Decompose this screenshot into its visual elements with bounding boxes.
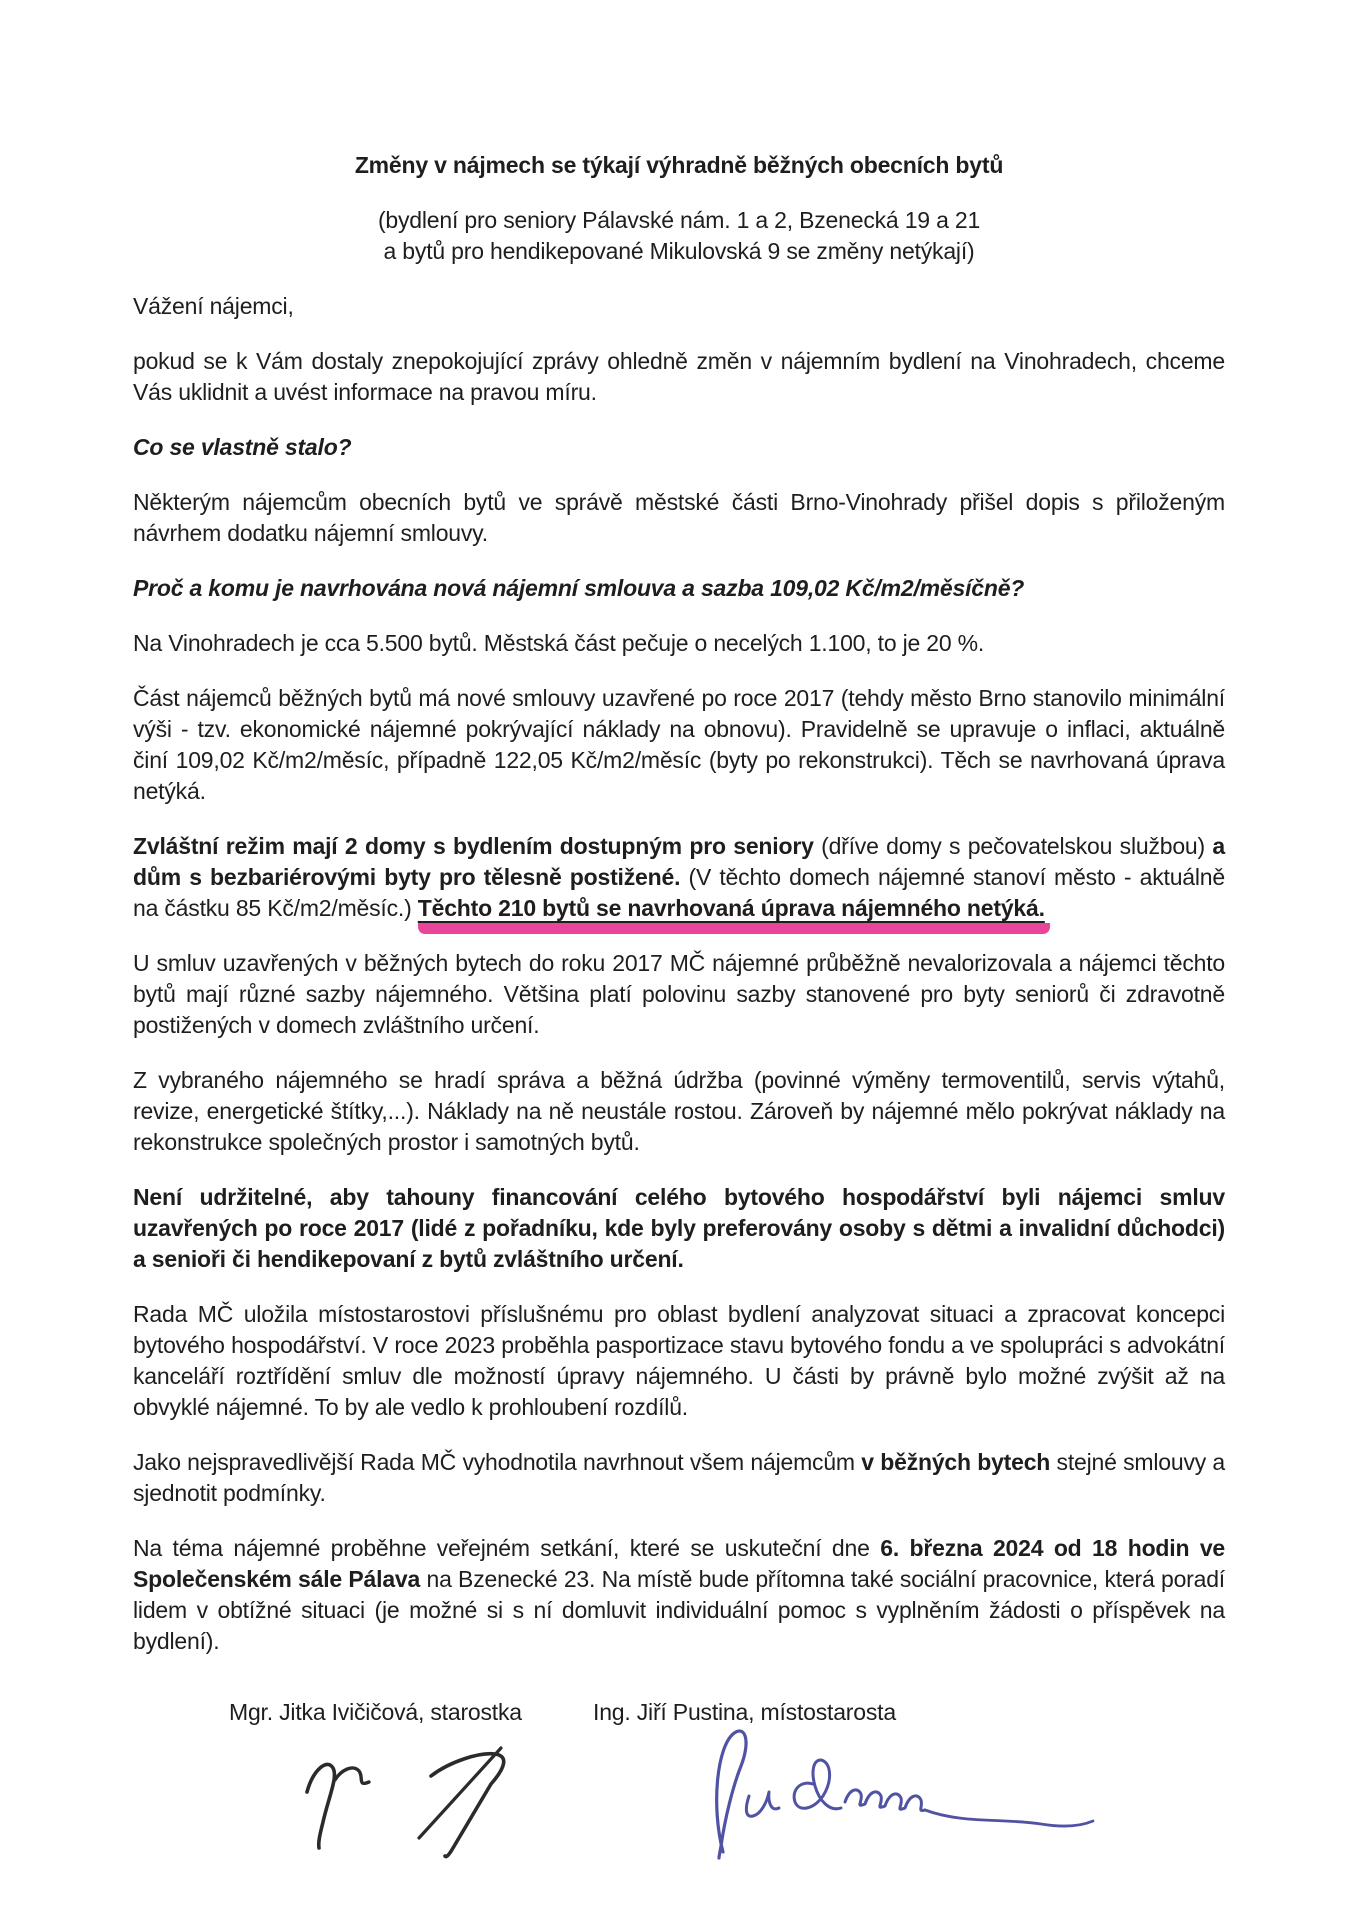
public-meeting-normal-2: na Bzenecké 23. Na místě bude přítomna také sociální pracovnice, která poradí lidem v obtížné situaci (je možné si s ní domluvit individuální pomoc s vyplněním žádosti o příspěvek na bydlení).: [133, 1566, 1225, 1654]
paragraph-letter-received: Některým nájemcům obecních bytů ve správě městské části Brno-Vinohrady přišel dopis s přiloženým návrhem dodatku nájemní smlouvy.: [133, 489, 1225, 546]
heading-what-happened: Co se vlastně stalo?: [133, 434, 352, 460]
paragraph-council-analysis: Rada MČ uložila místostarostovi příslušnému pro oblast bydlení analyzovat situaci a zpracovat koncepci bytového hospodářství. V roce 2023 proběhla pasportizace stavu bytového fondu a ve spolupráci s advokátní kanceláří roztřídění smluv dle možností úpravy nájemného. U části by právně bylo možné zvýšit až na obvyklé nájemné. To by ale vedlo k prohloubení rozdílů.: [133, 1301, 1225, 1420]
special-regime-normal-2: (V těchto domech nájemné stanoví město - aktuálně na částku 85 Kč/m2/měsíc.): [133, 864, 1225, 921]
paragraph-intro: pokud se k Vám dostaly znepokojující zprávy ohledně změn v nájemním bydlení na Vinohradech, chceme Vás uklidnit a uvést informace na pravou míru.: [133, 348, 1225, 405]
public-meeting-bold: 6. března 2024 od 18 hodin ve Společenském sále Pálava: [133, 1535, 1226, 1592]
special-regime-normal-1: (dříve domy s pečovatelskou službou): [821, 833, 1213, 859]
paragraph-flat-counts: Na Vinohradech je cca 5.500 bytů. Městská část pečuje o necelých 1.100, to je 20 %.: [133, 630, 985, 656]
handwritten-signature-deputy-mayor: [673, 1714, 1133, 1884]
fair-solution-normal-2: stejné smlouvy a sjednotit podmínky.: [133, 1449, 1226, 1506]
paragraph-public-meeting: [133, 1533, 1225, 1657]
subtitle-line-1: (bydlení pro seniory Pálavské nám. 1 a 2, Bzenecká 19 a 21: [377, 207, 981, 233]
salutation: Vážení nájemci,: [133, 293, 294, 319]
signer-name-mayor: Mgr. Jitka Ivičičová, starostka: [229, 1699, 522, 1725]
paragraph-maintenance-costs: Z vybraného nájemného se hradí správa a běžná údržba (povinné výměny termoventilů, servis výtahů, revize, energetické štítky,...). Náklady na ně neustále rostou. Zároveň by nájemné mělo pokrývat náklady na rekonstrukce společných prostor i samotných bytů.: [133, 1067, 1225, 1155]
paragraph-no-valorization: U smluv uzavřených v běžných bytech do roku 2017 MČ nájemné průběžně nevalorizovala a nájemci těchto bytů mají různé sazby nájemného. Většina platí polovinu sazby stanovené pro byty seniorů či zdravotně postižených v domech zvláštního určení.: [133, 950, 1225, 1038]
paragraph-contracts-2017: Část nájemců běžných bytů má nové smlouvy uzavřené po roce 2017 (tehdy město Brno stanovilo minimální výši - tzv. ekonomické nájemné pokrývající náklady na obnovu). Pravidelně se upravuje o inflaci, aktuálně činí 109,02 Kč/m2/měsíc, případně 122,05 Kč/m2/měsíc (byty po rekonstrukci). Těch se navrhovaná úprava netýká.: [133, 685, 1225, 804]
special-regime-bold-2: a dům s bezbariérovými byty pro tělesně postižené.: [133, 833, 1226, 890]
paragraph-fair-solution: [133, 1447, 1225, 1509]
signer-name-deputy-mayor: Ing. Jiří Pustina, místostarosta: [593, 1699, 896, 1725]
letter-content: [133, 150, 1225, 1920]
signatures-row: [133, 1728, 1225, 1920]
paragraph-special-regime: [133, 831, 1225, 924]
fair-solution-normal-1: Jako nejspravedlivější Rada MČ vyhodnotila navrhnout všem nájemcům: [133, 1449, 862, 1475]
paragraph-not-sustainable: Není udržitelné, aby tahouny financování celého bytového hospodářství byli nájemci smluv uzavřených po roce 2017 (lidé z pořadníku, kde byly preferovány osoby s dětmi a invalidní důchodci) a senioři či hendikepovaní z bytů zvláštního určení.: [133, 1184, 1225, 1272]
subtitle-line-2: a bytů pro hendikepované Mikulovská 9 se změny netýkají): [383, 238, 975, 264]
highlighted-sentence: Těchto 210 bytů se navrhovaná úprava nájemného netýká.: [418, 895, 1050, 934]
heading-why-new-contract: Proč a komu je navrhována nová nájemní smlouva a sazba 109,02 Kč/m2/měsíčně?: [133, 575, 1025, 601]
fair-solution-bold: v běžných bytech: [861, 1449, 1051, 1475]
special-regime-bold-1: Zvláštní režim mají 2 domy s bydlením dostupným pro seniory: [133, 833, 822, 859]
letter-title: Změny v nájmech se týkají výhradně běžných obecních bytů: [354, 152, 1004, 178]
handwritten-signature-mayor: [283, 1730, 583, 1880]
public-meeting-normal-1: Na téma nájemné proběhne veřejném setkání, které se uskuteční dne: [133, 1535, 881, 1561]
letter-subtitle: [133, 205, 1225, 267]
